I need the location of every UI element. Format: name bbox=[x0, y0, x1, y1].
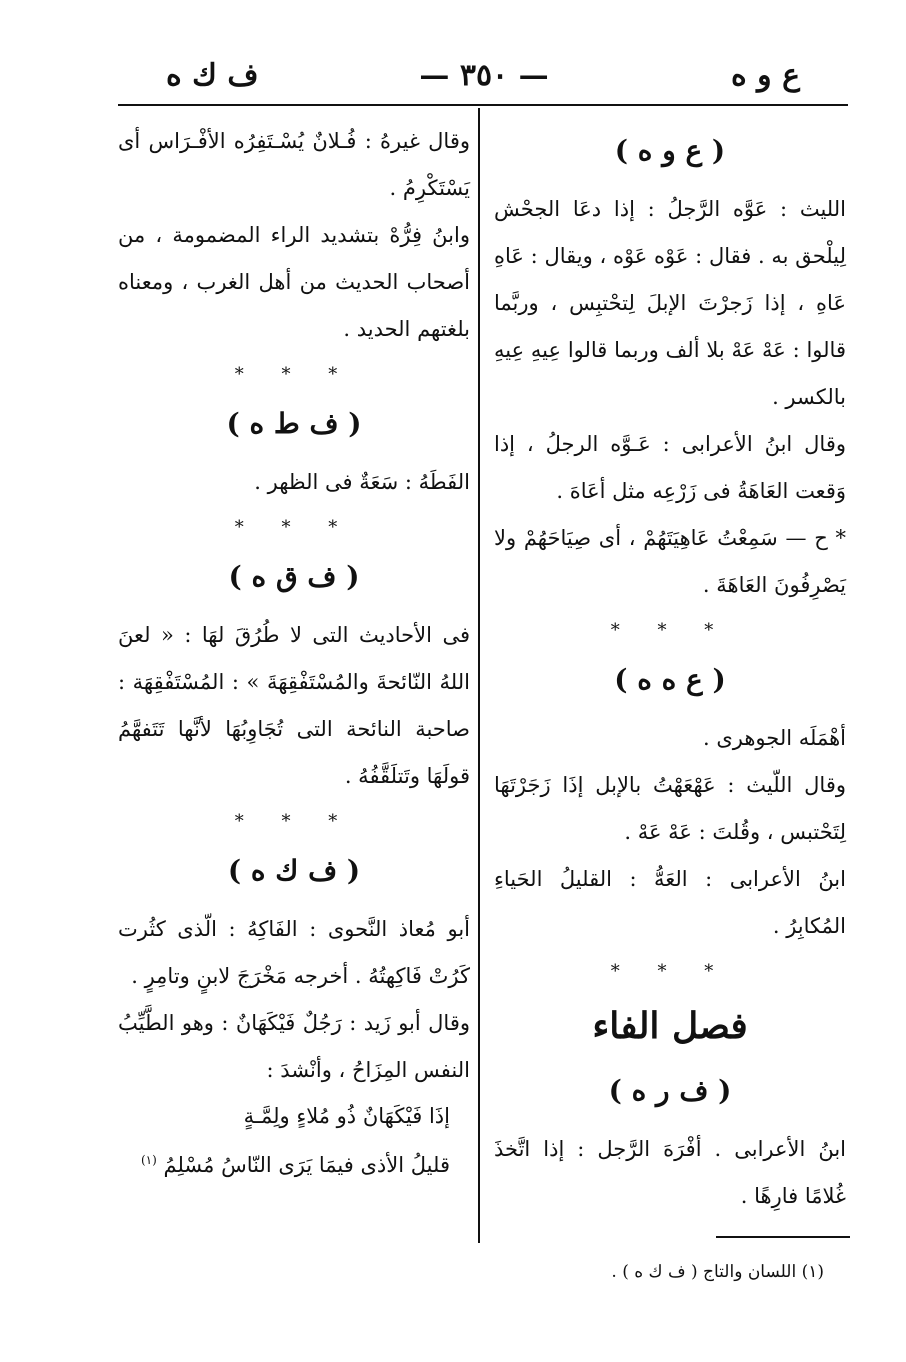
footnote: (١) اللسان والتاج ( ف ك ه ) . bbox=[611, 1262, 824, 1282]
paragraph: وقال اللّيث : عَهْعَهْتُ بالإبل إذَا زَجَرْتَهَا لِتَحْتبس ، وقُلتَ : عَهْ عَهْ . bbox=[494, 773, 846, 844]
separator-stars: * * * bbox=[234, 811, 354, 832]
paragraph: ابنُ الأعرابى . أفْرَهَ الرَّجل : إذا اتَّخذَ غُلامًا فارِهًا . bbox=[494, 1137, 846, 1208]
paragraph: الليث : عَوَّه الرَّجلُ : إذا دعَا الجحْش لِيلْحق به . فقال : عَوْه عَوْه ، ويقال : عَاهِ عَاهِ ، إذا زَجرْتَ الإبلَ لِتحْتبِس ، وربَّما قالوا : عَهْ عَهْ بلا ألف وربما قالوا عِيهِ عِيهِ بالكسر . bbox=[494, 197, 846, 409]
paragraph: الفَطَهُ : سَعَةٌ فى الظهر . bbox=[254, 470, 470, 494]
header-rule bbox=[118, 104, 848, 106]
separator-stars: * * * bbox=[610, 620, 730, 641]
entry-heading-fa-qaf-ha: ( ف ق ه ) bbox=[228, 560, 360, 593]
entry-heading-ayn-ha-ha: ( ع ه ه ) bbox=[614, 663, 726, 696]
paragraph: وقال أبو زَيد : رَجُلٌ فَيْكَهَانٌ : وهو الطَّيِّبُ النفس المِزَاحُ ، وأنْشدَ : bbox=[118, 1011, 470, 1082]
column-divider bbox=[478, 108, 480, 1243]
footnote-rule bbox=[716, 1236, 850, 1238]
verse-text: قليلُ الأذى فيمَا يَرَى النّاسُ مُسْلِمُ bbox=[163, 1153, 450, 1177]
paragraph: أهْمَلَه الجوهرى . bbox=[702, 726, 846, 750]
paragraph: وقال غيرهُ : فُـلانٌ يُسْـتَفِرُه الأفْـرَاس أى يَسْتَكْرِمُ . bbox=[118, 129, 470, 200]
separator-stars: * * * bbox=[610, 961, 730, 982]
page-number: — ٣٥٠ — bbox=[419, 58, 549, 93]
entry-heading-ayn-waw-ha: ( ع و ه ) bbox=[614, 134, 726, 167]
entry-heading-fa-ta-ha: ( ف ط ه ) bbox=[226, 407, 362, 440]
section-title: فصل الفاء bbox=[592, 1005, 748, 1047]
paragraph: فى الأحاديث التى لا طُرُقَ لهَا : « لعنَ اللهُ النّائحةَ والمُسْتَفْقِهَةَ » : المُسْتَفْقِهَة : صاحبة النائحة التى تُجَاوِبُهَا لأنَّها تَتَفهَّمُ قولَهَا وتَتلَقَّفُهُ . bbox=[118, 623, 470, 788]
paragraph: وابنُ فِرُّهْ بتشديد الراء المضمومة ، من أصحاب الحديث من أهل الغرب ، ومعناه بلغتهم الحديد . bbox=[118, 223, 470, 341]
paragraph: * ح — سَمِعْتُ عَاهِيَتَهُمْ ، أى صِيَاحَهُمْ ولا يَصْرِفُونَ العَاهَةَ . bbox=[494, 526, 846, 597]
separator-stars: * * * bbox=[234, 517, 354, 538]
header-root-right: ع و ه bbox=[731, 58, 800, 93]
footnote-marker: (١) bbox=[140, 1153, 157, 1167]
entry-heading-fa-ra-ha: ( ف ر ه ) bbox=[608, 1074, 732, 1107]
paragraph: ابنُ الأعرابى : العَهُّ : القليلُ الحَياءِ المُكابِرُ . bbox=[494, 867, 846, 938]
verse-line bbox=[118, 1138, 470, 1187]
page-header bbox=[118, 58, 850, 98]
paragraph: وقال ابنُ الأعرابى : عَـوَّه الرجلُ ، إذا وَقعت العَاهَةُ فى زَرْعِه مثل أعَاهَ . bbox=[494, 432, 846, 503]
verse-line: إذَا فَيْكَهَانٌ ذُو مُلاءٍ ولِمَّـةٍ bbox=[243, 1104, 450, 1128]
header-root-left: ف ك ه bbox=[166, 58, 259, 93]
entry-heading-fa-kaf-ha: ( ف ك ه ) bbox=[227, 854, 361, 887]
left-column bbox=[118, 118, 470, 1187]
separator-stars: * * * bbox=[234, 364, 354, 385]
paragraph: أبو مُعاذ النَّحوى : الفَاكِهُ : الّذى كثُرت كَرُتْ فَاكِهتُهُ . أخرجه مَخْرَجَ لابنٍ وتامِرٍ . bbox=[118, 917, 470, 988]
right-column bbox=[494, 118, 846, 1220]
